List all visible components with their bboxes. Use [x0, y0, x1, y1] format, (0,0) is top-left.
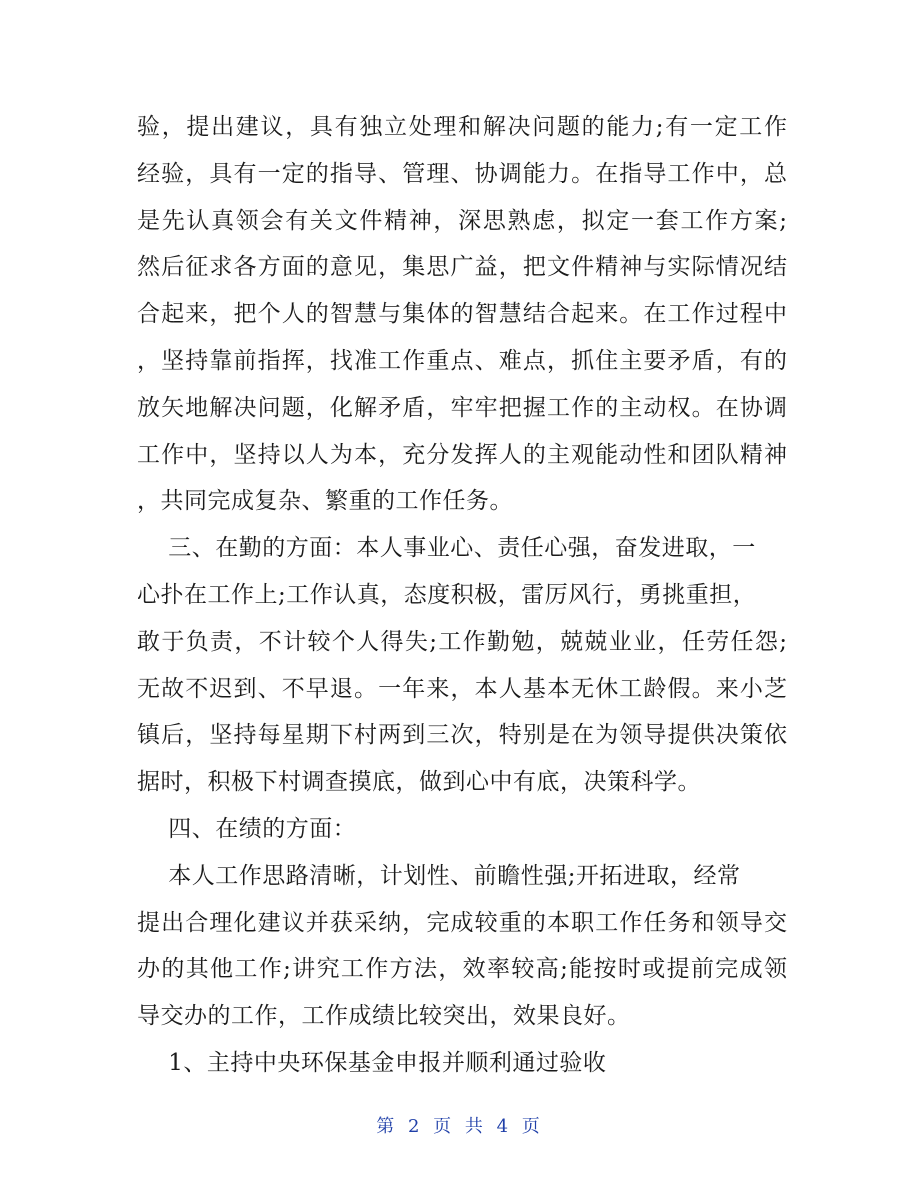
text-line: 敢于负责，不计较个人得失;工作勤勉，兢兢业业，任劳任怨;: [137, 628, 787, 655]
text-line: 然后征求各方面的意见，集思广益，把文件精神与实际情况结: [137, 254, 787, 281]
text-line: 是先认真领会有关文件精神，深思熟虑，拟定一套工作方案;: [137, 207, 787, 234]
text-line: 验，提出建议，具有独立处理和解决问题的能力;有一定工作: [137, 114, 787, 140]
text-line: 放矢地解决问题，化解矛盾，牢牢把握工作的主动权。在协调: [137, 394, 787, 421]
page-number-footer: 第 2 页 共 4 页: [376, 1116, 544, 1137]
text-line: 心扑在工作上;工作认真，态度积极，雷厉风行，勇挑重担，: [137, 581, 757, 608]
text-line: ，共同完成复杂、繁重的工作任务。: [137, 488, 513, 515]
text-line: 据时，积极下村调查摸底，做到心中有底，决策科学。: [137, 769, 701, 796]
text-line: 镇后，坚持每星期下村两到三次，特别是在为领导提供决策依: [137, 722, 787, 749]
text-line: 经验，具有一定的指导、管理、协调能力。在指导工作中，总: [137, 160, 787, 187]
text-line: ，坚持靠前指挥，找准工作重点、难点，抓住主要矛盾，有的: [137, 347, 787, 374]
text-line: 导交办的工作，工作成绩比较突出，效果良好。: [137, 1003, 631, 1030]
list-item-line: 1、主持中央环保基金申报并顺利通过验收: [137, 1049, 607, 1076]
document-body: [137, 104, 787, 1087]
text-line: 本人工作思路清晰，计划性、前瞻性强;开拓进取，经常: [137, 862, 741, 889]
text-line: 提出合理化建议并获采纳，完成较重的本职工作任务和领导交: [137, 909, 787, 936]
text-line: 工作中，坚持以人为本，充分发挥人的主观能动性和团队精神: [137, 441, 787, 468]
text-line: 合起来，把个人的智慧与集体的智慧结合起来。在工作过程中: [137, 301, 787, 328]
text-line: 办的其他工作;讲究工作方法，效率较高;能按时或提前完成领: [137, 956, 787, 983]
section-heading-line: 三、在勤的方面：本人事业心、责任心强，奋发进取，一: [137, 535, 756, 562]
section-heading-line: 四、在绩的方面：: [137, 815, 357, 842]
text-line: 无故不迟到、不早退。一年来，本人基本无休工龄假。来小芝: [137, 675, 787, 702]
